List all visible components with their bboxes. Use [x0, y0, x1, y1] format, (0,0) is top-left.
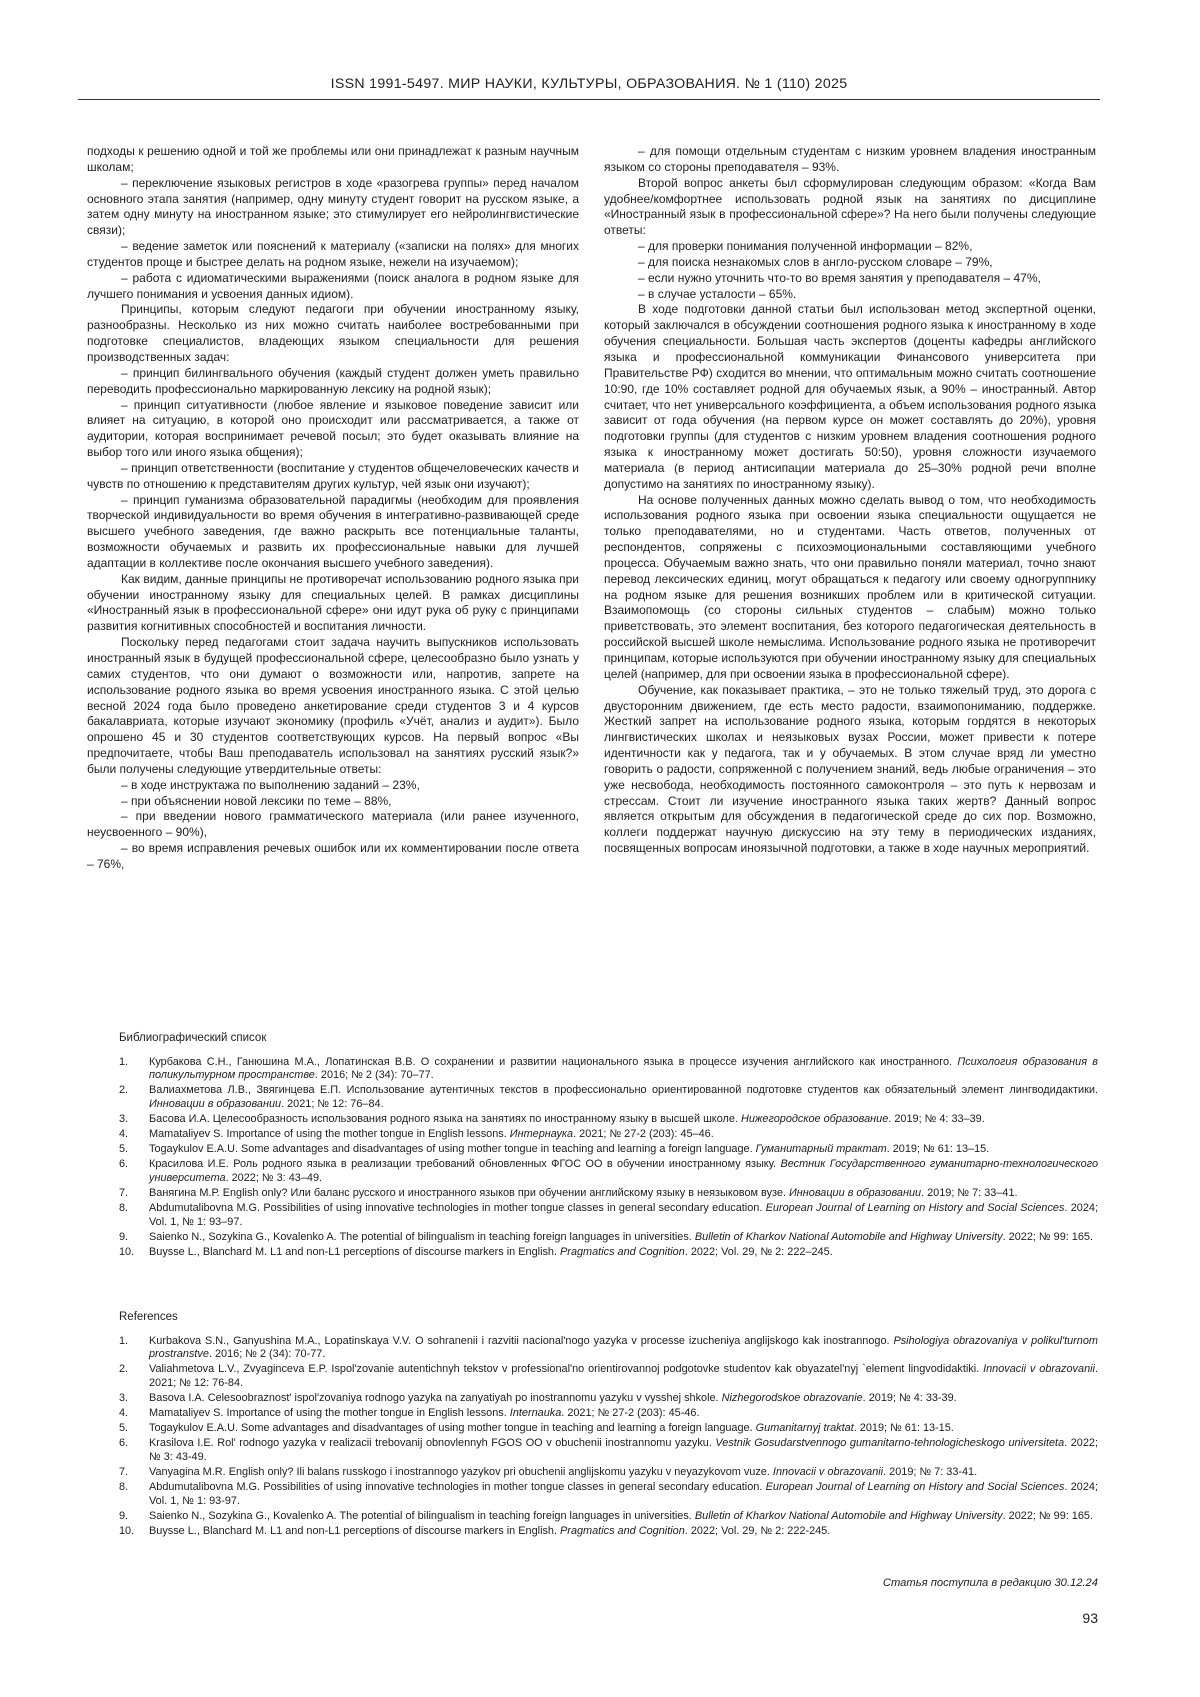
reference-source: Pragmatics and Cognition [560, 1246, 685, 1258]
reference-authors-title: Togaykulov E.A.U. Some advantages and disadvantages of using mother tongue in teaching and learning a foreign language. [149, 1143, 756, 1155]
header-rule [78, 99, 1100, 100]
paragraph: – для помощи отдельным студентам с низким уровнем владения иностранным языком со стороны преподавателя – 93%. [604, 144, 1096, 176]
reference-authors-title: Ванягина М.Р. English only? Или баланс русского и иностранного языков при обучении английскому языку в неязыковом вузе. [149, 1187, 789, 1199]
paragraph: В ходе подготовки данной статьи был использован метод экспертной оценки, который заключался в обсуждении соотношения родного языка к иностранному в ходе обучения специальности. Большая часть экспертов (доценты кафедры английского языка и профессиональной коммуникации Финансового университета при Правительстве РФ) сходится во мнении, что оптимальным можно считать соотношение 10:90, где 10% составляет родной для обучаемых язык, а 90% – иностранный. Автор считает, что нет универсального коэффициента, а объем использования родного языка зависит от года обучения (на первом курсе он может составлять до 20%), уровня подготовки группы (для студентов с низким уровнем владения соотношения родного языка к иностранному может достигать 50:50), уровня сложности изучаемого материала (в период антисипации материала до 25–30% родной речи вполне допустимо на занятиях по иностранному языку). [604, 302, 1096, 492]
reference-authors-title: Mamataliyev S. Importance of using the mother tongue in English lessons. [149, 1407, 510, 1419]
reference-source: Bulletin of Kharkov National Automobile and Highway University [695, 1510, 1003, 1522]
reference-item [119, 1084, 1098, 1111]
reference-text [149, 1437, 1098, 1464]
page-number: 93 [1000, 1610, 1098, 1626]
reference-number: 9. [119, 1510, 149, 1524]
reference-authors-title: Mamatalіyev S. Importance of using the mother tongue in English lessons. [149, 1128, 510, 1140]
paragraph: – для поиска незнакомых слов в англо-русском словаре – 79%, [604, 255, 1096, 271]
reference-text [149, 1143, 1098, 1157]
reference-item [119, 1246, 1098, 1260]
reference-item [119, 1128, 1098, 1142]
reference-authors-title: Валиахметова Л.В., Звягинцева Е.П. Использование аутентичных текстов в профессионально ориентированной подготовке студентов как обязательный элемент лингводидактики. [149, 1084, 1098, 1096]
paragraph: – для проверки понимания полученной информации – 82%, [604, 239, 1096, 255]
reference-source: Vestnik Gosudarstvennogo gumanitarno-tehnologicheskogo universiteta [715, 1437, 1064, 1449]
reference-details: . 2022; Vol. 29, № 2: 222–245. [685, 1246, 833, 1258]
reference-text [149, 1466, 1098, 1480]
reference-source: Innovacii v obrazovanii [773, 1466, 883, 1478]
right-column [604, 144, 1096, 857]
reference-item [119, 1363, 1098, 1390]
reference-details: . 2022; № 3: 43–49. [226, 1172, 322, 1184]
reference-source: Нижегородское образование [741, 1113, 888, 1125]
reference-text [149, 1363, 1098, 1390]
paragraph: – принцип билингвального обучения (каждый студент должен уметь правильно переводить профессионально маркированную лексику на родной язык); [87, 366, 579, 398]
paragraph: подходы к решению одной и той же проблемы или они принадлежат к разным научным школам; [87, 144, 579, 176]
reference-text [149, 1407, 1098, 1421]
reference-authors-title: Курбакова С.Н., Ганюшина М.А., Лопатинская В.В. О сохранении и развитии национального языка в процессе изучения английского как иностранного. [149, 1056, 957, 1068]
reference-authors-title: Buysse L., Blanchard M. L1 and non-L1 perceptions of discourse markers in English. [149, 1246, 560, 1258]
reference-number: 4. [119, 1128, 149, 1142]
reference-text [149, 1392, 1098, 1406]
reference-source: European Journal of Learning on History and Social Sciences [766, 1481, 1065, 1493]
reference-text [149, 1056, 1098, 1083]
reference-text [149, 1128, 1098, 1142]
reference-details: . 2019; № 7: 33–41. [921, 1187, 1017, 1199]
reference-details: . 2019; № 7: 33-41. [883, 1466, 977, 1478]
reference-details: . 2021; № 27-2 (203): 45–46. [573, 1128, 714, 1140]
reference-authors-title: Buysse L., Blanchard M. L1 and non-L1 perceptions of discourse markers in English. [149, 1525, 560, 1537]
reference-number: 8. [119, 1202, 149, 1229]
reference-number: 5. [119, 1422, 149, 1436]
reference-text [149, 1422, 1098, 1436]
reference-number: 10. [119, 1246, 149, 1260]
references-list [119, 1335, 1098, 1539]
reference-details: . 2016; № 2 (34): 70-77. [209, 1348, 325, 1360]
reference-number: 10. [119, 1525, 149, 1539]
received-date-note: Статья поступила в редакцию 30.12.24 [600, 1577, 1098, 1589]
reference-number: 1. [119, 1335, 149, 1362]
paragraph: – во время исправления речевых ошибок или их комментировании после ответа – 76%, [87, 841, 579, 873]
reference-authors-title: Abdumutalibovna M.G. Possibilities of using innovative technologies in mother tongue classes in general secondary education. [149, 1202, 766, 1214]
paragraph: – если нужно уточнить что-то во время занятия у преподавателя – 47%, [604, 271, 1096, 287]
paragraph: Поскольку перед педагогами стоит задача научить выпускников использовать иностранный язык в будущей профессиональной сфере, целесообразно было узнать у самих студентов, что они думают о возможности или, напротив, запрете на использование родного языка во время усвоения иностранного языка. С этой целью весной 2024 года было проведено анкетирование среди студентов 3 и 4 курсов бакалавриата, которые изучают экономику (профиль «Учёт, анализ и аудит»). Было опрошено 45 и 30 студентов соответствующих курсов. На первый вопрос «Вы предпочитаете, чтобы Ваш преподаватель использовал на занятиях русский язык?» были получены следующие утвердительные ответы: [87, 635, 579, 778]
reference-source: Инновации в образовании [149, 1098, 281, 1110]
paragraph: – в ходе инструктажа по выполнению заданий – 23%, [87, 778, 579, 794]
reference-source: Инновации в образовании [789, 1187, 921, 1199]
paragraph: – принцип ответственности (воспитание у студентов общечеловеческих качеств и чувств по отношению к представителям других культур, чей язык они изучают); [87, 461, 579, 493]
reference-authors-title: Kurbakova S.N., Ganyushina M.A., Lopatinskaya V.V. O sohranenii i razvitii nacional'nogo yazyka v processe izucheniya anglijskogo kak inostrannogo. [149, 1335, 893, 1347]
reference-authors-title: Valiahmetova L.V., Zvyaginceva E.P. Ispol'zovanie autentichnyh tekstov v professional'no orientirovannoj podgotovke studentov kak obyazatel'nyj `element lingvodidaktiki. [149, 1363, 983, 1375]
reference-number: 3. [119, 1392, 149, 1406]
reference-source: Гуманитарный трактат [756, 1143, 887, 1155]
reference-details: . 2021; № 12: 76–84. [281, 1098, 384, 1110]
reference-item [119, 1113, 1098, 1127]
reference-source: Nizhegorodskoe obrazovanie [722, 1392, 863, 1404]
references-title: References [119, 1311, 1098, 1325]
reference-source: Innovacii v obrazovanii [983, 1363, 1095, 1375]
reference-item [119, 1525, 1098, 1539]
reference-number: 9. [119, 1231, 149, 1245]
reference-authors-title: Басова И.А. Целесообразность использования родного языка на занятиях по иностранному языку в высшей школе. [149, 1113, 741, 1125]
reference-item [119, 1392, 1098, 1406]
reference-number: 2. [119, 1363, 149, 1390]
reference-number: 2. [119, 1084, 149, 1111]
reference-item [119, 1422, 1098, 1436]
reference-details: . 2024; Vol. 1, № 1: 93–97. [149, 1202, 1098, 1228]
reference-source: Интернаука [510, 1128, 573, 1140]
bibliography-section [119, 1032, 1098, 1261]
references-section [119, 1311, 1098, 1540]
paragraph: – принцип ситуативности (любое явление и языковое поведение зависит или влияет на ситуацию, в которой оно происходит или рассматривается, а также от аудитории, которая воспринимает речевой посыл; это будет оказывать влияние на выбор того или иного языка общения); [87, 398, 579, 461]
paragraph: Второй вопрос анкеты был сформулирован следующим образом: «Когда Вам удобнее/комфортнее использовать родной язык на занятиях по дисциплине «Иностранный язык в профессиональной сфере»? На него были получены следующие ответы: [604, 176, 1096, 239]
paragraph: – при объяснении новой лексики по теме – 88%, [87, 794, 579, 810]
reference-item [119, 1407, 1098, 1421]
paragraph: Как видим, данные принципы не противоречат использованию родного языка при обучении иностранному языку для специальных целей. В рамках дисциплины «Иностранный язык в профессиональной сфере» они идут рука об руку с принципами развития когнитивных способностей и воспитания личности. [87, 572, 579, 635]
paragraph: – работа с идиоматическими выражениями (поиск аналога в родном языке для лучшего понимания и усвоения данных идиом). [87, 271, 579, 303]
reference-number: 8. [119, 1481, 149, 1508]
reference-text [149, 1481, 1098, 1508]
reference-source: Internauka [510, 1407, 561, 1419]
reference-authors-title: Красилова И.Е. Роль родного языка в реализации требований обновленных ФГОС ОО в обучении иностранному языку. [149, 1158, 780, 1170]
reference-number: 4. [119, 1407, 149, 1421]
reference-item [119, 1056, 1098, 1083]
reference-source: Bulletin of Kharkov National Automobile and Highway University [695, 1231, 1003, 1243]
reference-text [149, 1246, 1098, 1260]
reference-details: . 2016; № 2 (34): 70–77. [315, 1069, 434, 1081]
reference-item [119, 1510, 1098, 1524]
reference-details: . 2022; № 3: 43-49. [149, 1437, 1098, 1463]
reference-item [119, 1187, 1098, 1201]
paragraph: – в случае усталости – 65%. [604, 287, 1096, 303]
reference-details: . 2021; № 27-2 (203): 45-46. [561, 1407, 699, 1419]
bibliography-title: Библиографический список [119, 1032, 1098, 1046]
reference-source: Psihologiya obrazovaniya v polikul'turnom prostranstve [149, 1335, 1098, 1361]
reference-authors-title: Vanyagina M.R. English only? Ili balans russkogo i inostrannogo yazykov pri obuchenii anglijskomu yazyku v neyazykovom vuze. [149, 1466, 773, 1478]
reference-text [149, 1335, 1098, 1362]
reference-details: . 2019; № 4: 33-39. [863, 1392, 957, 1404]
reference-details: . 2022; Vol. 29, № 2: 222-245. [685, 1525, 831, 1537]
reference-number: 6. [119, 1437, 149, 1464]
reference-authors-title: Saienko N., Sozykina G., Kovalenko A. The potential of bilingualism in teaching foreign languages in universities. [149, 1231, 695, 1243]
bibliography-list [119, 1056, 1098, 1260]
reference-details: . 2019; № 61: 13-15. [854, 1422, 954, 1434]
reference-number: 7. [119, 1466, 149, 1480]
reference-text [149, 1202, 1098, 1229]
paragraph: – при введении нового грамматического материала (или ранее изученного, неусвоенного – 90%), [87, 809, 579, 841]
reference-details: . 2024; Vol. 1, № 1: 93-97. [149, 1481, 1098, 1507]
reference-item [119, 1335, 1098, 1362]
reference-source: Психология образования в поликультурном пространстве [149, 1056, 1098, 1082]
paragraph: На основе полученных данных можно сделать вывод о том, что необходимость использования родного языка при освоении языка специальности ощущается не только преподавателями, но и студентами. Часть ответов, полученных от респондентов, сопряжены с психоэмоциональными составляющими учебного процесса. Обучаемым важно знать, что они правильно поняли материал, точно знают перевод лексических единиц, могут обращаться к педагогу или своему одногруппнику на родном языке для решения возникших проблем или в критической ситуации. Взаимопомощь (со стороны сильных студентов – слабым) можно только приветствовать, это элемент воспитания, без которого педагогическая деятельность в российской высшей школе немыслима. Использование родного языка не противоречит принципам, которые используются при обучении иностранному языку для специальных целей (например, для при освоении языка в профессиональной сфере). [604, 493, 1096, 683]
reference-details: . 2019; № 4: 33–39. [888, 1113, 984, 1125]
reference-source: Gumanitarnyj traktat [756, 1422, 854, 1434]
reference-number: 5. [119, 1143, 149, 1157]
reference-item [119, 1437, 1098, 1464]
reference-number: 3. [119, 1113, 149, 1127]
reference-item [119, 1202, 1098, 1229]
paragraph: – принцип гуманизма образовательной парадигмы (необходим для проявления творческой индивидуальности во время обучения в интегративно-развивающей среде высшего учебного заведения, где важно раскрыть все потенциальные таланты, возможности обучаемых и развить их профессиональные навыки для лучшей адаптации в коллективе после окончания высшего учебного заведения). [87, 493, 579, 572]
reference-authors-title: Abdumutalibovna M.G. Possibilities of using innovative technologies in mother tongue classes in general secondary education. [149, 1481, 766, 1493]
reference-text [149, 1510, 1098, 1524]
reference-number: 6. [119, 1158, 149, 1185]
reference-details: . 2022; № 99: 165. [1003, 1510, 1093, 1522]
reference-authors-title: Basova I.A. Celesoobraznost' ispol'zovaniya rodnogo yazyka na zanyatiyah po inostrannomu yazyku v vysshej shkole. [149, 1392, 722, 1404]
paragraph: Принципы, которым следуют педагоги при обучении иностранному языку, разнообразны. Несколько из них можно считать наиболее востребованными при подготовке специалистов, владеющих языком специальности для решения производственных задач: [87, 302, 579, 365]
reference-number: 7. [119, 1187, 149, 1201]
reference-item [119, 1481, 1098, 1508]
reference-details: . 2021; № 12: 76-84. [149, 1363, 1098, 1389]
reference-authors-title: Krasilova I.E. Rol' rodnogo yazyka v realizacii trebovanij obnovlennyh FGOS OO v obuchenii inostrannomu yazyku. [149, 1437, 715, 1449]
reference-item [119, 1143, 1098, 1157]
reference-text [149, 1525, 1098, 1539]
reference-text [149, 1187, 1098, 1201]
reference-number: 1. [119, 1056, 149, 1083]
reference-details: . 2022; № 99: 165. [1003, 1231, 1093, 1243]
journal-header: ISSN 1991-5497. МИР НАУКИ, КУЛЬТУРЫ, ОБРАЗОВАНИЯ. № 1 (110) 2025 [78, 76, 1100, 92]
reference-text [149, 1158, 1098, 1185]
left-column [87, 144, 579, 873]
reference-details: . 2019; № 61: 13–15. [887, 1143, 990, 1155]
reference-authors-title: Saienko N., Sozykina G., Kovalenko A. The potential of bilingualism in teaching foreign languages in universities. [149, 1510, 695, 1522]
reference-source: European Journal of Learning on History and Social Sciences [766, 1202, 1065, 1214]
reference-text [149, 1084, 1098, 1111]
paragraph: Обучение, как показывает практика, – это не только тяжелый труд, это дорога с двусторонним движением, где есть место радости, взаимопониманию, поддержке. Жесткий запрет на использование родного языка, которым гордятся в некоторых лингвистических школах и неязыковых вузах России, может привести к потере идентичности как у педагога, так и у обучаемых. В этом случае вряд ли уместно говорить о радости, сопряженной с получением знаний, ведь любые ограничения – это уже несвобода, необходимость постоянного самоконтроля – это путь к нервозам и стрессам. Стоит ли изучение иностранного языка таких жертв? Данный вопрос является открытым для обсуждения в педагогической среде до сих пор. Возможно, коллеги поддержат научную дискуссию на эту тему в периодических изданиях, посвященных вопросам иноязычной подготовки, а также в ходе научных мероприятий. [604, 683, 1096, 857]
reference-authors-title: Togaykulov E.A.U. Some advantages and disadvantages of using mother tongue in teaching and learning a foreign language. [149, 1422, 756, 1434]
reference-source: Pragmatics and Cognition [560, 1525, 685, 1537]
reference-text [149, 1231, 1098, 1245]
reference-source: Вестник Государственного гуманитарно-технологического университета [149, 1158, 1098, 1184]
reference-item [119, 1466, 1098, 1480]
paragraph: – ведение заметок или пояснений к материалу («записки на полях» для многих студентов проще и быстрее делать на родном языке, нежели на изучаемом); [87, 239, 579, 271]
paragraph: – переключение языковых регистров в ходе «разогрева группы» перед началом основного этапа занятия (например, одну минуту студент говорит на русском языке, а затем одну минуту на иностранном языке; это стимулирует его нейролингвистические связи); [87, 176, 579, 239]
reference-item [119, 1158, 1098, 1185]
reference-text [149, 1113, 1098, 1127]
reference-item [119, 1231, 1098, 1245]
